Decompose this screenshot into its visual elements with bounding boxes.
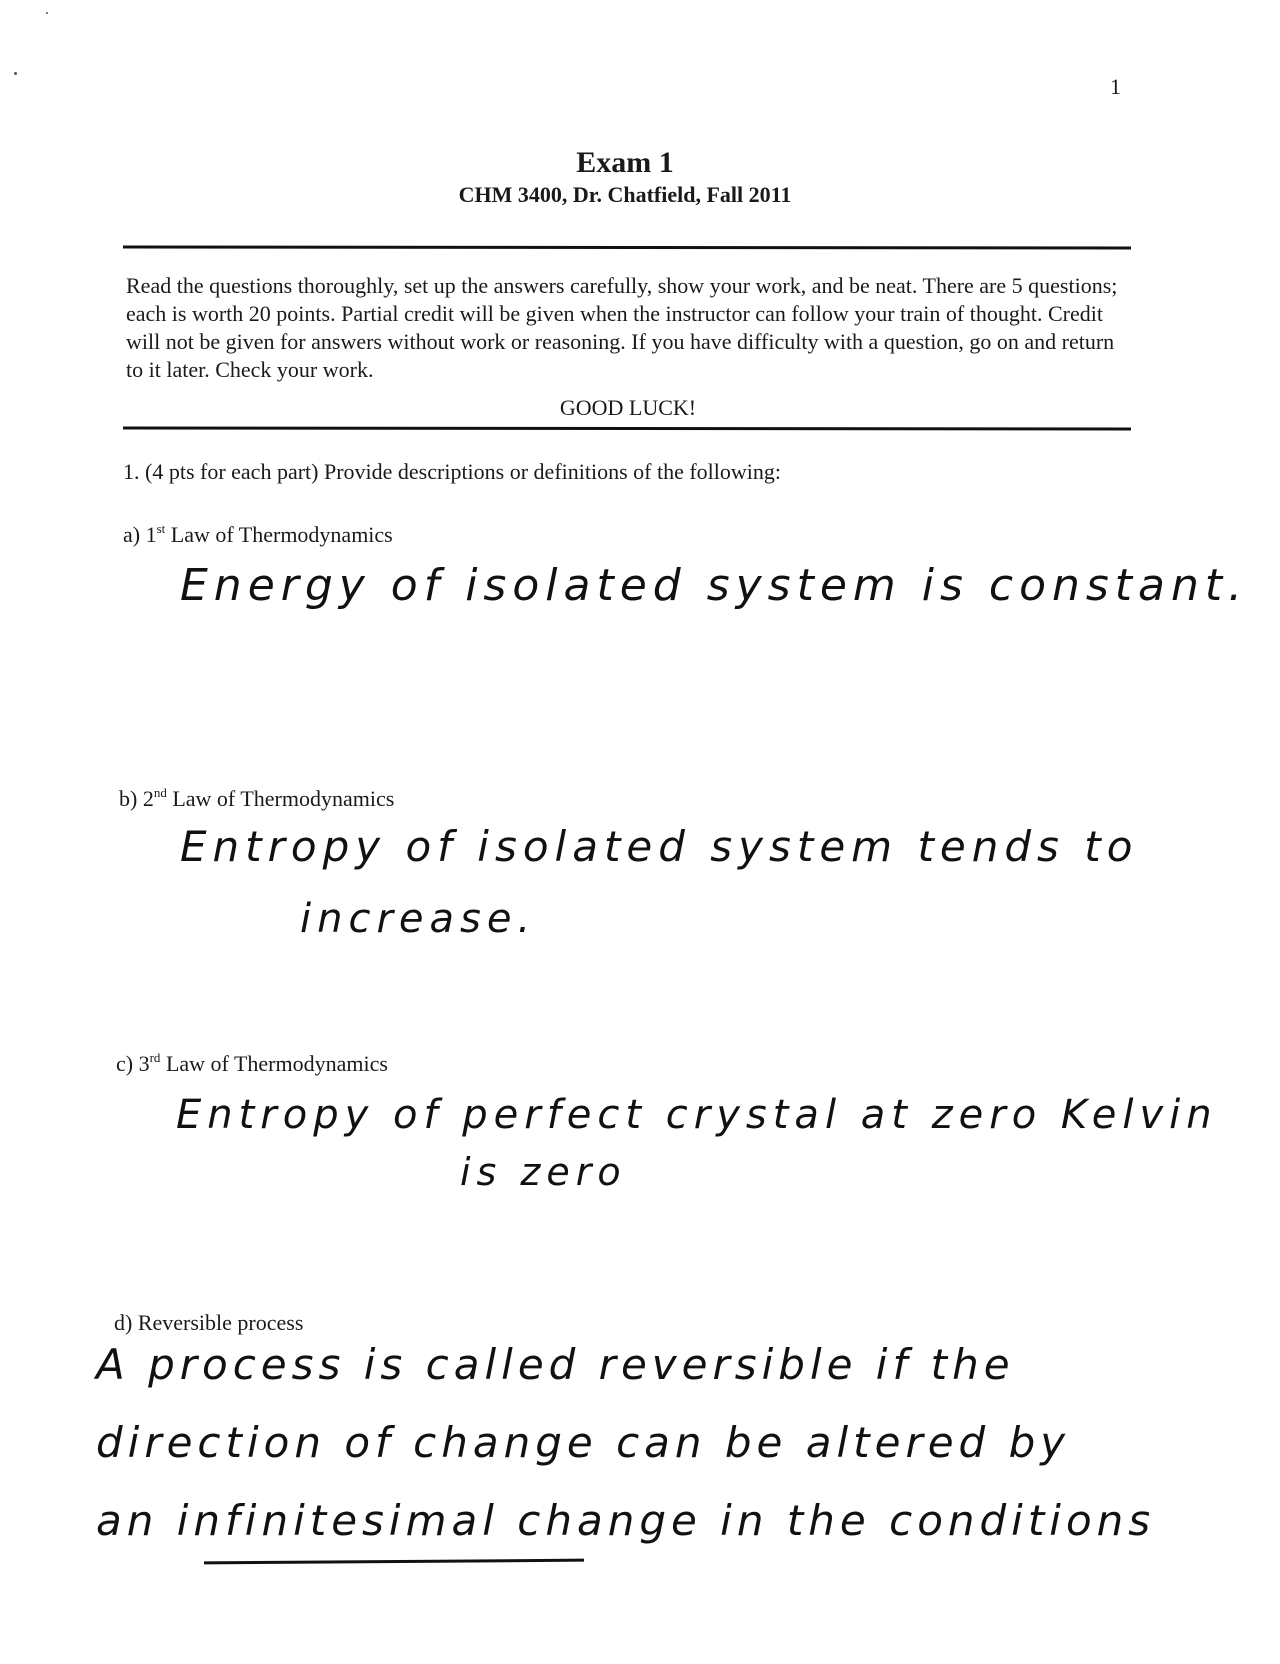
part-b-suffix: Law of Thermodynamics (166, 786, 395, 811)
exam-subtitle: CHM 3400, Dr. Chatfield, Fall 2011 (458, 182, 792, 207)
exam-header (120, 146, 1130, 210)
instructions-text: Read the questions thoroughly, set up the answers carefully, show your work, and be neat. There are 5 questions; each is worth 20 points. Partial credit will be given when the instructor can follow your train of thought. Credit will not be given for answers without work or reasoning. If you have difficulty with a question, go on and return to it later. Check your work. (126, 273, 1118, 382)
question-1-prompt: 1. (4 pts for each part) Provide descriptions or definitions of the following: (123, 459, 782, 484)
scan-speck (46, 12, 48, 14)
part-c-prefix: c) 3 (116, 1051, 150, 1076)
part-a-prefix: a) 1 (123, 522, 157, 547)
exam-title: Exam 1 (576, 146, 674, 179)
part-b-handwritten-answer-line-1: Entropy of isolated system tends to (180, 822, 1139, 871)
part-b-prefix: b) 2 (119, 786, 154, 811)
part-d-label: d) Reversible process (114, 1310, 304, 1335)
part-b-handwritten-answer-line-2: increase. (300, 896, 537, 942)
top-divider (123, 245, 1131, 249)
part-a-suffix: Law of Thermodynamics (165, 522, 393, 547)
part-b-superscript: nd (153, 785, 167, 800)
page-number: 1 (1110, 74, 1121, 99)
part-d-handwritten-answer-line-2: direction of change can be altered by (96, 1418, 1071, 1467)
handwritten-underline (204, 1559, 584, 1565)
bottom-divider (123, 426, 1131, 430)
part-c-superscript: rd (149, 1050, 161, 1065)
part-c-handwritten-answer-line-2: is zero (460, 1150, 627, 1194)
part-a-superscript: st (156, 521, 166, 536)
good-luck-text: GOOD LUCK! (559, 395, 697, 420)
part-d-handwritten-answer-line-1: A process is called reversible if the (96, 1340, 1015, 1389)
part-c-handwritten-answer-line-1: Entropy of perfect crystal at zero Kelvin (176, 1092, 1218, 1138)
part-a-label (123, 515, 393, 549)
part-b-label (119, 779, 394, 813)
part-a-handwritten-answer: Energy of isolated system is constant. (180, 560, 1249, 611)
part-d-handwritten-answer-line-3: an infinitesimal change in the conditions (96, 1496, 1156, 1545)
part-c-label (116, 1044, 388, 1078)
part-c-suffix: Law of Thermodynamics (160, 1051, 388, 1076)
scan-speck (14, 72, 17, 75)
